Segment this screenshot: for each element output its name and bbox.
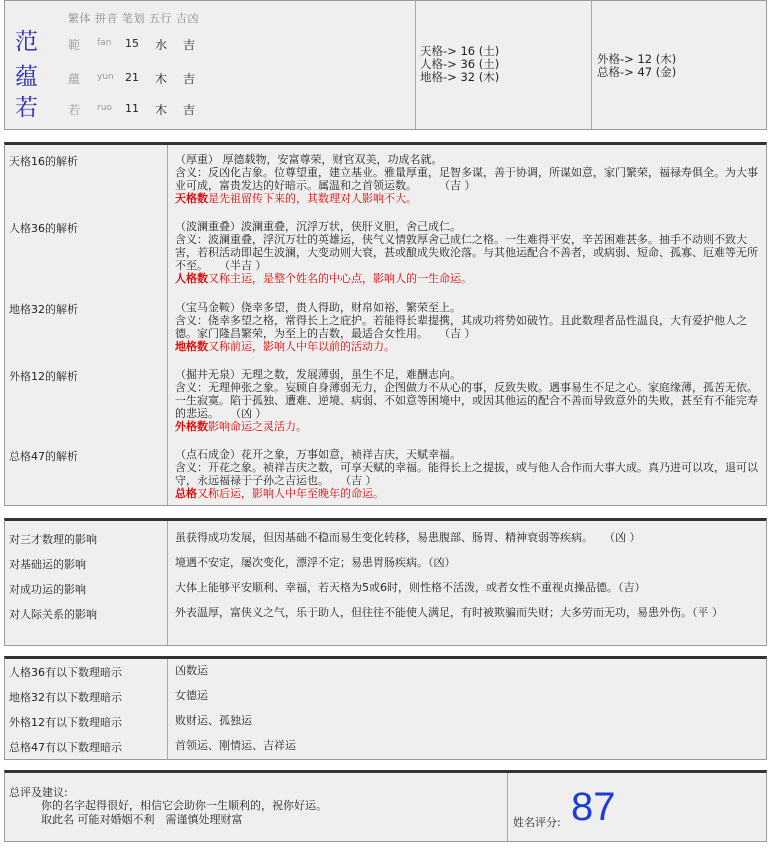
- analysis-note: 天格数是先祖留传下来的，其数理对人影响不大。: [175, 192, 417, 205]
- analysis-note: 地格数又称前运，影响人中年以前的活动力。: [175, 340, 395, 353]
- pinyin-1: fan: [97, 38, 112, 48]
- wai-ge: 外格-> 12 (木): [597, 52, 677, 66]
- analysis-text: [175, 301, 761, 353]
- divider: [167, 145, 168, 505]
- divider: [507, 773, 508, 841]
- trad-char-3: 若: [68, 103, 81, 117]
- analysis-text: [175, 368, 761, 433]
- analysis-label: 地格32的解析: [9, 303, 78, 316]
- analysis-title: （厚重） 厚德载物，安富尊荣，财官双美，功成名就。: [175, 153, 443, 166]
- analysis-text: [175, 220, 761, 285]
- hints-panel: [4, 656, 767, 760]
- di-ge: 地格-> 32 (木): [420, 70, 500, 84]
- strokes-2: 21: [125, 71, 139, 84]
- influence-text: 境遇不安定，屡次变化，漂浮不定；易患胃肠疾病。（凶）: [175, 556, 456, 569]
- analysis-title: （点石成金）花开之象，万事如意，祯祥吉庆，天赋幸福。: [175, 448, 461, 461]
- summary-line-1: 你的名字起得很好，相信它会助你一生顺利的，祝你好运。: [41, 799, 327, 812]
- hint-text: 败财运、孤独运: [175, 714, 252, 727]
- analysis-label: 外格12的解析: [9, 370, 78, 383]
- analysis-note: 人格数又称主运，是整个姓名的中心点，影响人的一生命运。: [175, 272, 472, 285]
- summary-panel: [4, 770, 767, 842]
- score-label: 姓名评分:: [513, 816, 561, 829]
- analysis-note: 总格又称后运，影响人中年至晚年的命运。: [175, 487, 384, 500]
- influence-text: 大体上能够平安顺利、幸福，若天格为5或6时，则性格不活泼，或者女性不重视贞操品德。（吉）: [175, 581, 646, 594]
- analysis-title: （掘井无泉）无理之数，发展薄弱，虽生不足，难酬志向。: [175, 368, 461, 381]
- name-score: 87: [571, 785, 616, 829]
- strokes-1: 15: [125, 37, 139, 50]
- analysis-meaning: 含义：无理伸张之象。妄顾自身薄弱无力，企图做力不从心的事，反致失败。遇事易生不足之心。家庭缘薄，孤苦无依。一生寂寞。陷于孤独、遭难、逆境、病弱、不如意等困境中，或因其他运的配合不善而导致意外的失败，甚至有不能完寿的悲运。 （凶 ）: [175, 381, 758, 420]
- name-char-1: 范: [15, 29, 38, 55]
- wuxing-1: 水: [155, 38, 168, 52]
- hint-label: 外格12有以下数理暗示: [9, 716, 122, 729]
- analysis-title: （宝马金鞍）侥幸多望，贵人得助，财帛如裕，繁荣至上。: [175, 301, 461, 314]
- trad-char-1: 範: [68, 38, 81, 52]
- divider: [167, 659, 168, 759]
- analysis-label: 总格47的解析: [9, 450, 78, 463]
- analysis-note: 外格数影响命运之灵活力。: [175, 420, 307, 433]
- analysis-meaning: 含义：侥幸多望之格，常得长上之庇护。若能得长辈提携，其成功将势如破竹。且此数理者品性温良，大有爱护他人之德。家门隆昌繁荣，为至上的吉数，最适合女性用。 （吉 ）: [175, 314, 747, 340]
- hint-text: 首领运、刚情运、吉祥运: [175, 739, 296, 752]
- ren-ge: 人格-> 36 (土): [420, 57, 500, 71]
- name-info-panel: [4, 0, 767, 130]
- analysis-meaning: 含义：波澜重叠，浮沉万壮的英雄运，侠气义情敦厚舍己成仁之格。一生难得平安，辛苦困难甚多。抽手不动则不致大害，若积活动即起生波澜，大变动则大衰，甚或酿成失败沦落。与其他运配合不善者，或病弱、短命、孤寡、厄难等无所不至。 （半吉 ）: [175, 233, 758, 272]
- analysis-panel: [4, 142, 767, 506]
- trad-char-2: 蘊: [68, 72, 81, 86]
- divider: [167, 521, 168, 645]
- divider: [415, 1, 416, 129]
- analysis-title: （波澜重叠）波澜重叠，沉浮万状，侠肝义胆，舍己成仁。: [175, 220, 461, 233]
- hint-label: 人格36有以下数理暗示: [9, 666, 122, 679]
- jixiong-1: 吉: [183, 38, 196, 52]
- influence-text: 外表温厚，富侠义之气，乐于助人，但往往不能使人满足，有时被欺骗而失财；大多劳而无功，易患外伤。（平 ）: [175, 606, 723, 619]
- pinyin-2: yun: [97, 72, 114, 82]
- wuxing-2: 木: [155, 72, 168, 86]
- tian-ge: 天格-> 16 (土): [420, 44, 500, 58]
- analysis-label: 人格36的解析: [9, 222, 78, 235]
- influence-text: 虽获得成功发展，但因基础不稳而易生变化转移，易患腹部、肠胃、精神衰弱等疾病。 （凶 ）: [175, 531, 641, 544]
- analysis-text: [175, 153, 761, 205]
- hint-label: 地格32有以下数理暗示: [9, 691, 122, 704]
- analysis-text: [175, 448, 761, 500]
- influence-panel: [4, 518, 767, 646]
- analysis-meaning: 含义：反凶化吉象。位尊望重，建立基业。雅量厚重，足智多谋，善于协调，所谋如意，家门繁荣，福禄寿俱全。为大事业可成，富贵发达的好暗示。属温和之首领运数。 （吉 ）: [175, 166, 758, 192]
- hint-text: 凶数运: [175, 664, 208, 677]
- summary-title: 总评及建议:: [9, 786, 68, 799]
- summary-line-2: 取此名 可能对婚姻不利 需谨慎处理财富: [41, 813, 243, 826]
- analysis-label: 天格16的解析: [9, 155, 78, 168]
- zong-ge: 总格-> 47 (金): [597, 65, 677, 79]
- pinyin-3: ruo: [97, 103, 112, 113]
- influence-label: 对成功运的影响: [9, 583, 86, 596]
- jixiong-2: 吉: [183, 72, 196, 86]
- hint-label: 总格47有以下数理暗示: [9, 741, 122, 754]
- jixiong-3: 吉: [183, 103, 196, 117]
- name-char-2: 蕴: [15, 64, 38, 90]
- influence-label: 对人际关系的影响: [9, 608, 97, 621]
- name-char-3: 若: [15, 95, 38, 121]
- influence-label: 对基础运的影响: [9, 558, 86, 571]
- influence-label: 对三才数理的影响: [9, 533, 97, 546]
- divider: [591, 1, 592, 129]
- wuxing-3: 木: [155, 103, 168, 117]
- strokes-3: 11: [125, 102, 139, 115]
- column-header: 繁体 拼音 笔划 五行 吉凶: [68, 12, 199, 25]
- analysis-meaning: 含义：开花之象。祯祥吉庆之数，可享天赋的幸福。能得长上之提拔，或与他人合作而大事大成。真乃进可以攻，退可以守，永远福禄于子孙之吉运也。 （吉 ）: [175, 461, 758, 487]
- hint-text: 女德运: [175, 689, 208, 702]
